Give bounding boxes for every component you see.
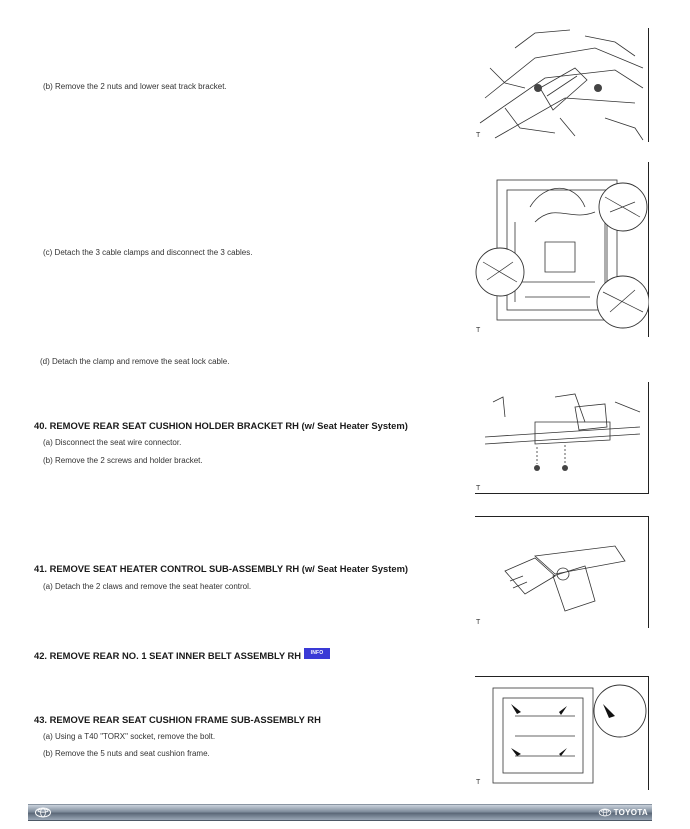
figure-marker: T (476, 327, 481, 334)
footer-brand-text: TOYOTA (613, 808, 648, 817)
section-40-title: 40. REMOVE REAR SEAT CUSHION HOLDER BRACKET RH (w/ Seat Heater System) (34, 420, 408, 431)
section-41-step-a: (a) Detach the 2 claws and remove the seat heater control. (43, 582, 252, 591)
figure-holder-bracket (475, 382, 649, 494)
section-43-title: 43. REMOVE REAR SEAT CUSHION FRAME SUB-ASSEMBLY RH (34, 714, 321, 725)
figure-marker: T (476, 619, 481, 626)
figure-cable-clamps (475, 162, 649, 337)
section-41-title: 41. REMOVE SEAT HEATER CONTROL SUB-ASSEMBLY RH (w/ Seat Heater System) (34, 563, 409, 574)
figure-seat-cushion-frame (475, 676, 649, 790)
section-43-step-a: (a) Using a T40 "TORX" socket, remove the bolt. (43, 732, 216, 741)
toyota-logo-icon (34, 807, 52, 818)
step-d-detach-clamp: (d) Detach the clamp and remove the seat lock cable. (40, 357, 230, 366)
figure-marker: T (476, 485, 481, 492)
footer-brand (598, 806, 648, 819)
section-40-step-b: (b) Remove the 2 screws and holder bracket. (43, 456, 203, 465)
figure-marker: T (476, 132, 481, 139)
step-c-detach-cable-clamps: (c) Detach the 3 cable clamps and disconnect the 3 cables. (43, 248, 253, 257)
figure-marker: T (476, 779, 481, 786)
step-b-remove-nuts: (b) Remove the 2 nuts and lower seat track bracket. (43, 82, 227, 91)
info-badge[interactable]: INFO (304, 648, 330, 659)
figure-seat-track-bracket (475, 28, 649, 142)
toyota-logo-icon (598, 808, 612, 817)
section-43-step-b: (b) Remove the 5 nuts and seat cushion frame. (43, 749, 210, 758)
figure-seat-heater-control (475, 516, 649, 628)
section-40-step-a: (a) Disconnect the seat wire connector. (43, 438, 182, 447)
section-42-title: 42. REMOVE REAR NO. 1 SEAT INNER BELT ASSEMBLY RH (34, 650, 302, 661)
footer-bar (28, 804, 652, 821)
